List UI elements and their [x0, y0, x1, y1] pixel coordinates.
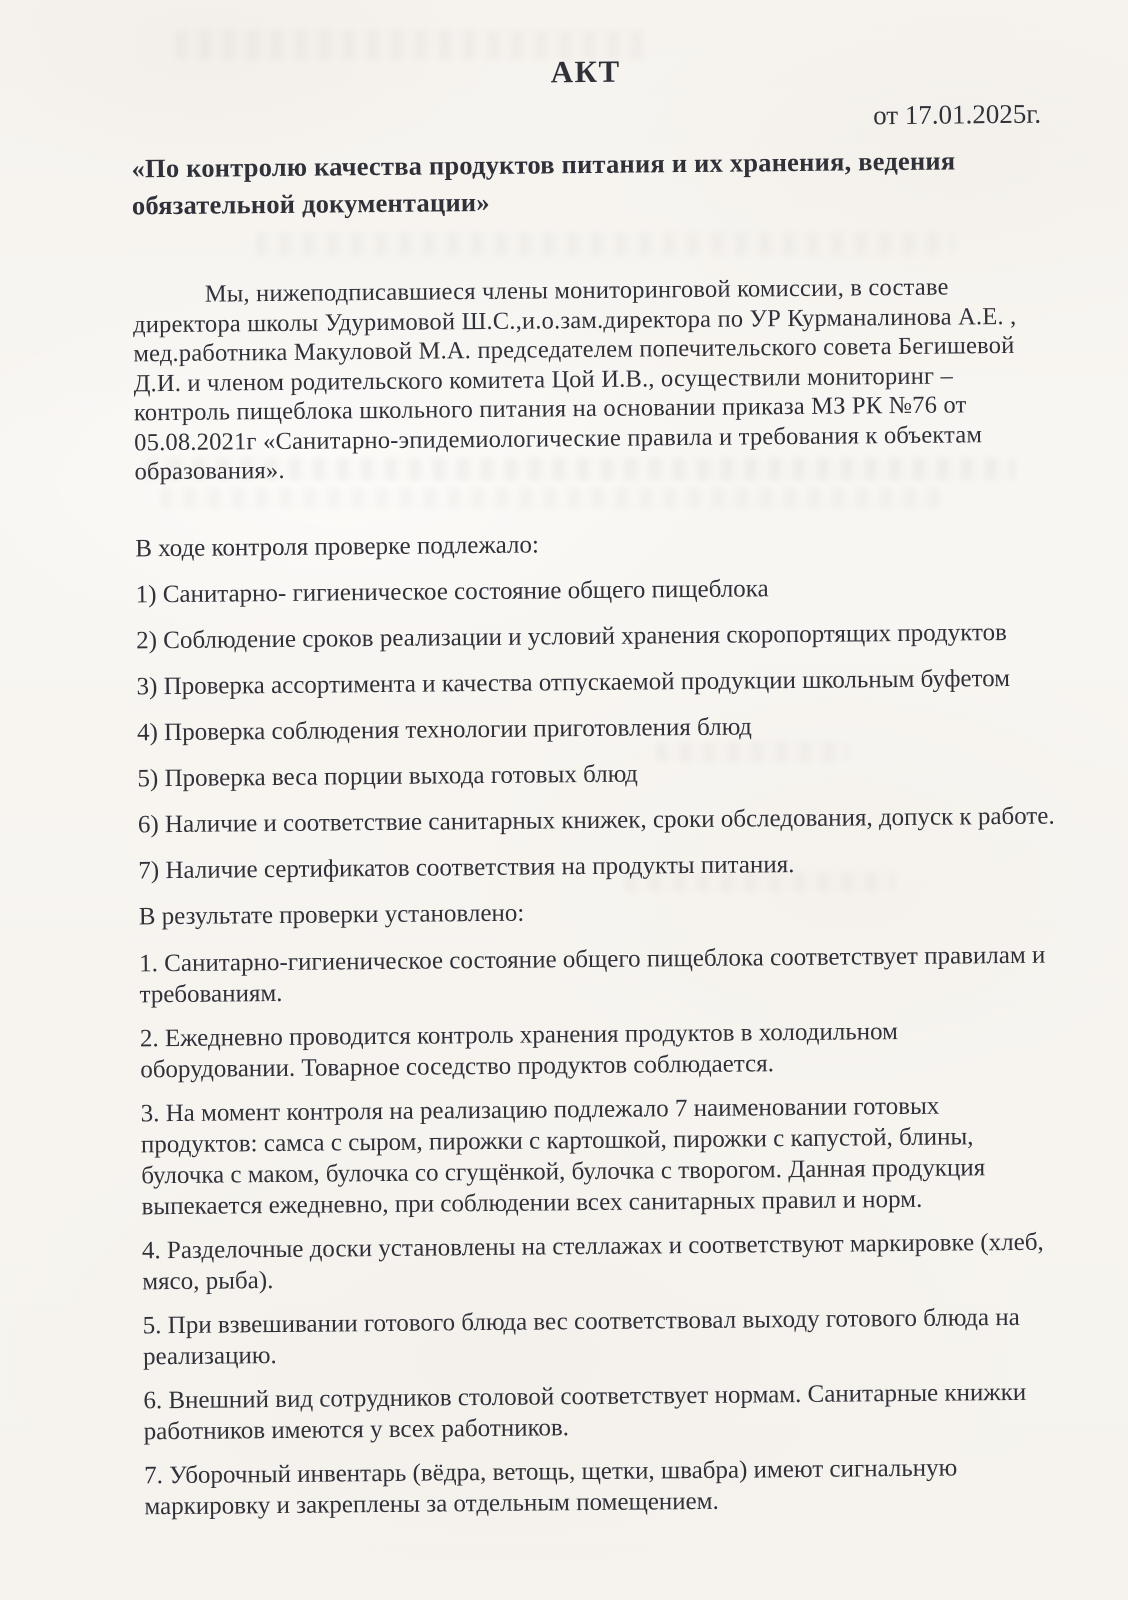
- result-item: 1. Санитарно-гигиеническое состояние общего пищеблока соответствует правилам и требованиям.: [139, 941, 1046, 1008]
- page-title: АКТ: [550, 53, 621, 90]
- document-content: [130, 0, 1055, 1522]
- result-item: 3. На момент контроля на реализацию подлежало 7 наименовании готовых продуктов: самса с сыром, пирожки с картошкой, пирожки с капустой, блины, булочка с маком, булочка со сгущёнкой, булочка с творогом. Данная продукция выпекается ежедневно, при соблюдении всех санитарных правил и норм.: [140, 1092, 986, 1220]
- inspection-item: 5) Проверка веса порции выхода готовых блюд: [137, 760, 638, 792]
- inspection-heading: В ходе контроля проверке подлежало:: [135, 530, 540, 562]
- intro-paragraph: Мы, нижеподписавшиеся члены мониторинговой комиссии, в составе директора школы Удуримовой Ш.С.,и.о.зам.директора по УР Курманалинова А.Е. , мед.работника Макуловой М.А. председателем попечительского совета Бегишевой Д.И. и членом родительского комитета Цой И.В., осуществили мониторинг – контроль пищеблока школьного питания на основании приказа МЗ РК №76 от 05.08.2021г «Санитарно-эпидемиологические правила и требования к объектам образования».: [132, 273, 1017, 486]
- document-date: от 17.01.2025г.: [872, 98, 1042, 131]
- result-item: 2. Ежедневно проводится контроль хранения продуктов в холодильном оборудовании. Товарное соседство продуктов соблюдается.: [139, 1017, 899, 1083]
- inspection-item: 4) Проверка соблюдения технологии приготовления блюд: [136, 712, 752, 746]
- document-subject-heading: «По контролю качества продуктов питания и их хранения, ведения обязательной документации»: [131, 145, 956, 221]
- results-heading: В результате проверки установлено:: [138, 899, 525, 930]
- result-item: 6. Внешний вид сотрудников столовой соответствует нормам. Санитарные книжки работников имеются у всех работников.: [143, 1378, 1027, 1445]
- result-item: 4. Разделочные доски установлены на стеллажах и соответствуют маркировке (хлеб, мясо, рыба).: [141, 1228, 1044, 1295]
- inspection-item: 6) Наличие и соответствие санитарных книжек, сроки обследования, допуск к работе.: [137, 802, 1055, 838]
- inspection-item: 1) Санитарно- гигиеническое состояние общего пищеблока: [135, 574, 769, 608]
- result-item: 7. Уборочный инвентарь (вёдра, ветощь, щетки, швабра) имеют сигнальную маркировку и закреплены за отдельным помещением.: [144, 1454, 958, 1520]
- inspection-item: 2) Соблюдение сроков реализации и условий хранения скоропортящих продуктов: [135, 618, 1008, 654]
- result-item: 5. При взвешивании готового блюда вес соответствовал выходу готового блюда на реализацию.: [142, 1303, 1020, 1370]
- inspection-item: 7) Наличие сертификатов соответствия на продукты питания.: [138, 850, 795, 884]
- inspection-item: 3) Проверка ассортимента и качества отпускаемой продукции школьным буфетом: [136, 664, 1011, 700]
